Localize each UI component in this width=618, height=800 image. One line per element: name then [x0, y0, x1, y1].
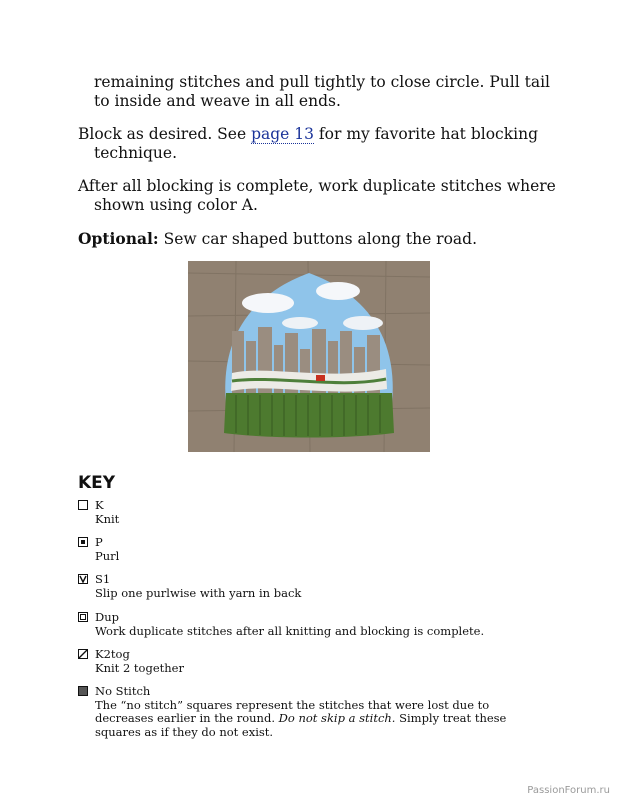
knit-symbol-icon — [78, 500, 88, 510]
paragraph-finish — [78, 73, 558, 111]
no-stitch-desc-text: The “no stitch” squares represent the stitches that were lost due to decreases earlier in the round. — [95, 697, 490, 725]
watermark: PassionForum.ru — [527, 785, 610, 796]
key-item-desc — [95, 699, 518, 740]
key-item-desc: Knit 2 together — [95, 660, 184, 675]
key-item-name: K — [95, 498, 104, 512]
duplicate-symbol-icon — [78, 612, 88, 622]
paragraph-optional — [78, 229, 558, 249]
hat-photo — [188, 261, 430, 452]
key-item-desc: Knit — [95, 511, 120, 526]
key-item-no-stitch — [78, 685, 518, 739]
page-13-link[interactable]: page 13 — [251, 125, 314, 143]
optional-text: Sew car shaped buttons along the road. — [158, 230, 478, 248]
paragraph-block-text-after: for my favorite hat blocking technique. — [94, 125, 538, 162]
key-item-knit — [78, 499, 518, 526]
purl-symbol-icon — [78, 537, 88, 547]
key-item-desc: Slip one purlwise with yarn in back — [95, 585, 302, 600]
key-item-desc: Work duplicate stitches after all knitting and blocking is complete. — [95, 623, 485, 638]
slip-v-symbol-icon — [78, 574, 88, 584]
key-item-desc: Purl — [95, 548, 120, 563]
key-item-name: Dup — [95, 610, 119, 624]
paragraph-finish-line1: remaining stitches and pull tightly to close circle. Pull tail — [94, 73, 550, 91]
key-item-purl — [78, 536, 518, 563]
no-stitch-symbol-icon — [78, 686, 88, 696]
key-item-k2tog — [78, 648, 518, 675]
key-title: KEY — [78, 473, 116, 493]
key-item-name: No Stitch — [95, 684, 151, 698]
optional-label: Optional: — [78, 229, 159, 248]
key-item-name: S1 — [95, 572, 111, 586]
key-item-name: K2tog — [95, 647, 130, 661]
paragraph-duplicate: After all blocking is complete, work duplicate stitches where shown using color A. — [78, 177, 556, 214]
key-item-slip — [78, 573, 518, 600]
paragraph-block-text: Block as desired. See — [78, 125, 252, 143]
key-item-name: P — [95, 535, 103, 549]
no-stitch-desc-text-after: Simply treat these squares as if they do not exist. — [95, 711, 507, 739]
key-item-duplicate — [78, 611, 518, 638]
paragraph-block — [78, 125, 574, 163]
paragraph-finish-line2: to inside and weave in all ends. — [94, 92, 341, 110]
no-stitch-desc-italic: Do not skip a stitch. — [278, 711, 396, 725]
k2tog-slash-icon — [78, 649, 88, 659]
